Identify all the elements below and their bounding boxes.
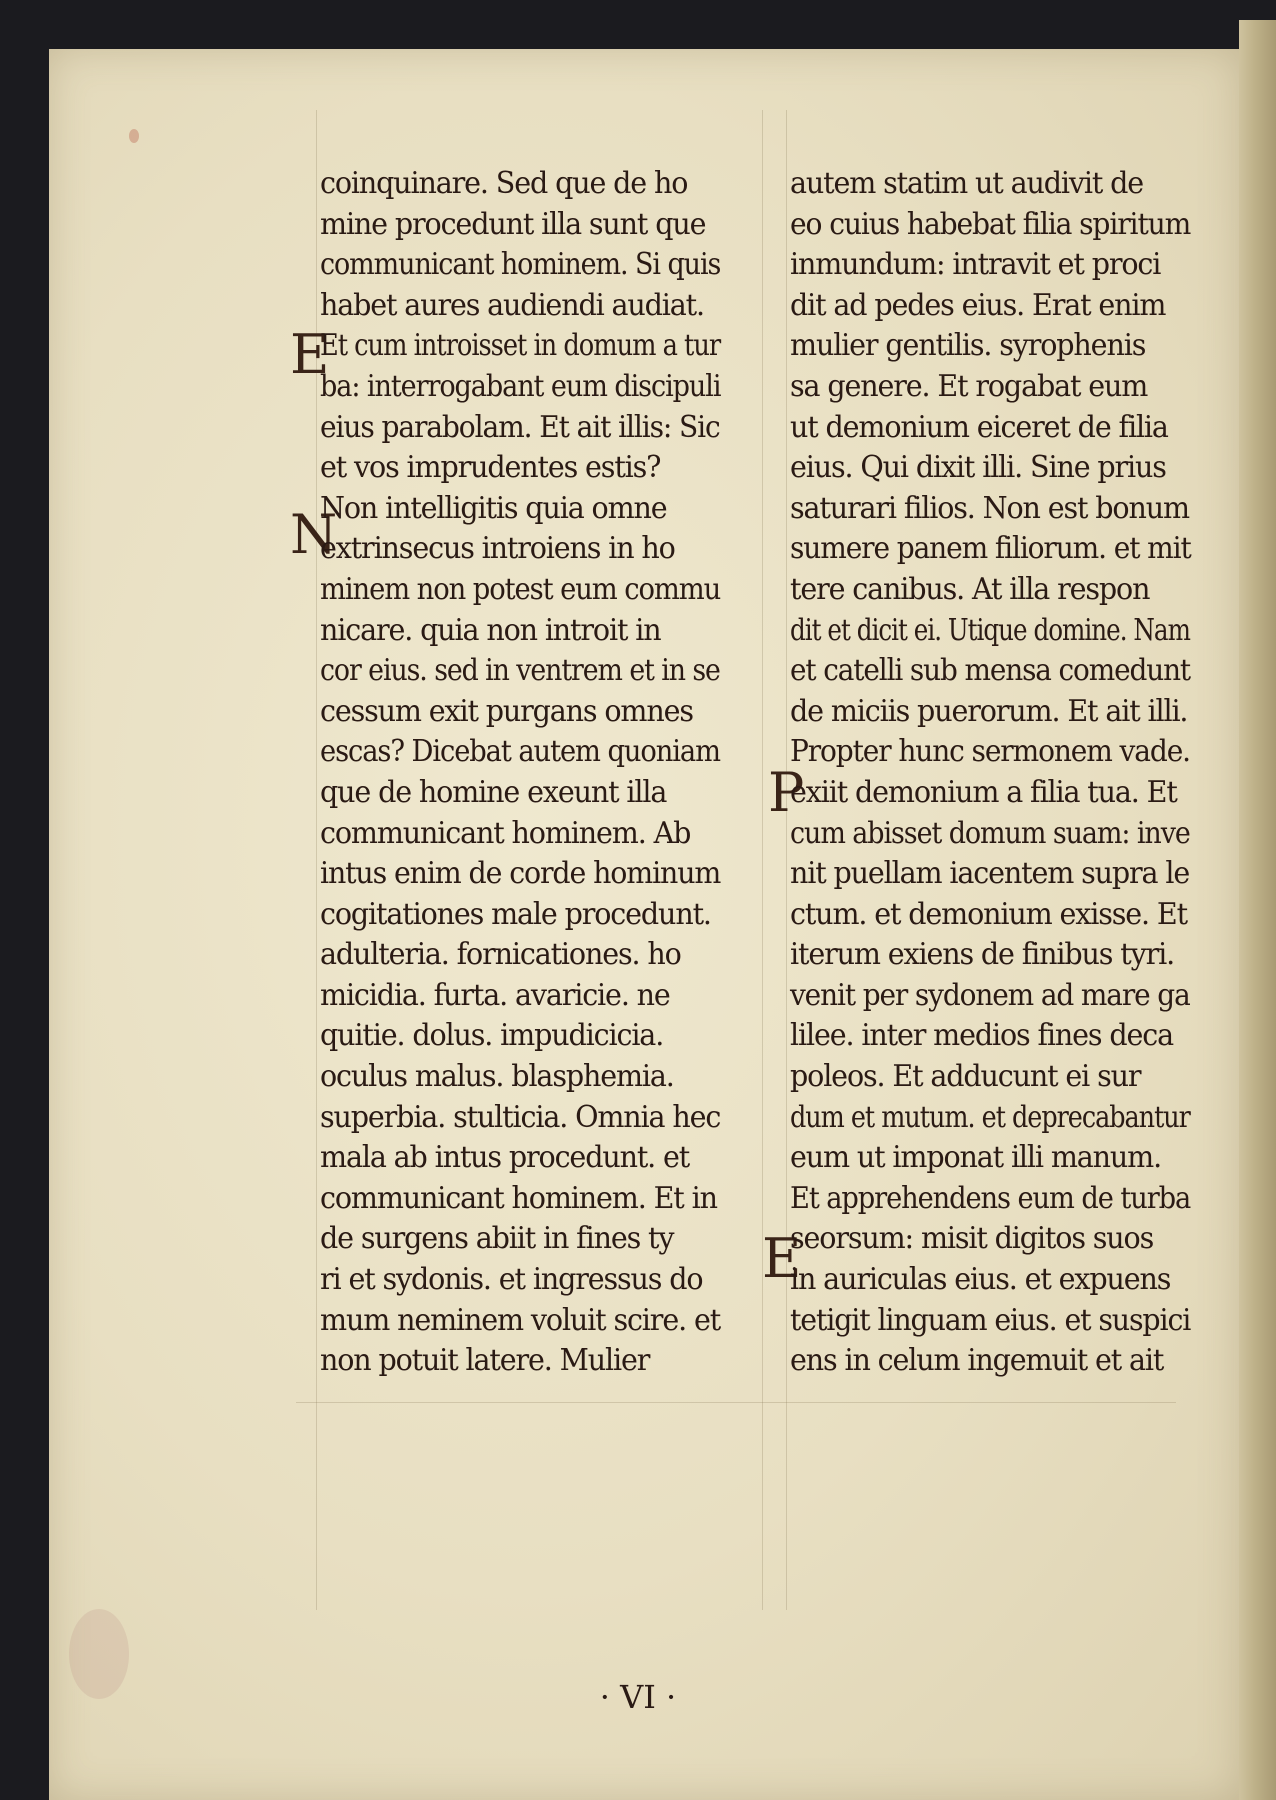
- text-line: mum neminem voluit scire. et: [320, 1302, 721, 1338]
- text-line: ctum. et demonium exisse. Et: [790, 896, 1187, 932]
- initial-letter: E: [762, 1227, 802, 1290]
- text-line: poleos. Et adducunt ei sur: [790, 1059, 1141, 1095]
- text-line: cogitationes male procedunt.: [320, 896, 711, 932]
- text-line: inmundum: intravit et proci: [790, 247, 1161, 283]
- text-line: eo cuius habebat filia spiritum: [790, 206, 1191, 242]
- text-line: communicant hominem. Si quis: [320, 247, 721, 283]
- text-line: sumere panem filiorum. et mit: [790, 531, 1191, 567]
- text-line: seorsum: misit digitos suos: [790, 1221, 1154, 1257]
- text-line: autem statim ut audivit de: [790, 166, 1143, 201]
- text-line: Et cum introisset in domum a tur: [320, 328, 721, 364]
- text-line: cor eius. sed in ventrem et in se: [320, 653, 720, 689]
- text-line: superbia. stulticia. Omnia hec: [320, 1099, 721, 1135]
- text-line: lilee. inter medios fines deca: [790, 1018, 1174, 1054]
- ruling-line: [786, 110, 787, 1610]
- text-line: nit puellam iacentem supra le: [790, 856, 1190, 892]
- text-line: eius. Qui dixit illi. Sine prius: [790, 450, 1166, 486]
- text-line: exiit demonium a filia tua. Et: [790, 774, 1177, 810]
- text-column-left: [320, 164, 740, 1382]
- text-line: dum et mutum. et deprecabantur: [790, 1099, 1190, 1135]
- text-line: tere canibus. At illa respon: [790, 571, 1150, 607]
- text-line: tetigit linguam eius. et suspici: [790, 1302, 1191, 1338]
- ruling-line: [296, 1402, 1176, 1403]
- text-line: ba: interrogabant eum discipuli: [320, 368, 721, 404]
- text-line: mala ab intus procedunt. et: [320, 1140, 690, 1176]
- text-line: intus enim de corde hominum: [320, 856, 721, 892]
- text-line: cum abisset domum suam: inve: [790, 815, 1190, 851]
- text-line: eum ut imponat illi manum.: [790, 1140, 1162, 1176]
- text-line: dit ad pedes eius. Erat enim: [790, 287, 1166, 323]
- text-line: et vos imprudentes estis?: [320, 450, 661, 486]
- text-line: que de homine exeunt illa: [320, 774, 667, 810]
- next-page-bleed-text: [1241, 120, 1273, 1680]
- text-line: escas? Dicebat autem quoniam: [320, 734, 720, 770]
- text-line: in auriculas eius. et expuens: [790, 1262, 1171, 1298]
- text-line: mine procedunt illa sunt que: [320, 206, 706, 242]
- text-line: Non intelligitis quia omne: [320, 490, 667, 526]
- text-line: ri et sydonis. et ingressus do: [320, 1262, 703, 1298]
- initial-letter: E: [290, 323, 330, 386]
- text-line: dit et dicit ei. Utique domine. Nam: [790, 612, 1190, 648]
- text-line: sa genere. Et rogabat eum: [790, 368, 1148, 404]
- text-line: communicant hominem. Ab: [320, 815, 691, 851]
- initial-letter: P: [768, 761, 805, 824]
- text-line: mulier gentilis. syrophenis: [790, 328, 1146, 364]
- text-line: venit per sydonem ad mare ga: [790, 977, 1190, 1013]
- text-line: de miciis puerorum. Et ait illi.: [790, 693, 1188, 729]
- text-line: ens in celum ingemuit et ait: [790, 1343, 1164, 1379]
- text-line: extrinsecus introiens in ho: [320, 531, 675, 567]
- initial-letter: N: [290, 503, 338, 566]
- text-line: eius parabolam. Et ait illis: Sic: [320, 409, 720, 445]
- text-line: Propter hunc sermonem vade.: [790, 734, 1190, 770]
- text-line: nicare. quia non introit in: [320, 612, 661, 648]
- text-line: minem non potest eum commu: [320, 571, 721, 607]
- text-line: non potuit latere. Mulier: [320, 1343, 650, 1379]
- text-line: iterum exiens de finibus tyri.: [790, 937, 1175, 973]
- text-line: Et apprehendens eum de turba: [790, 1180, 1191, 1216]
- text-line: quitie. dolus. impudicicia.: [320, 1018, 664, 1054]
- text-line: oculus malus. blasphemia.: [320, 1059, 674, 1095]
- text-line: saturari filios. Non est bonum: [790, 490, 1189, 526]
- text-line: ut demonium eiceret de filia: [790, 409, 1168, 445]
- text-line: habet aures audiendi audiat.: [320, 287, 704, 323]
- text-line: de surgens abiit in fines ty: [320, 1221, 674, 1257]
- text-column-right: [790, 164, 1210, 1382]
- text-line: micidia. furta. avaricie. ne: [320, 977, 670, 1013]
- text-line: communicant hominem. Et in: [320, 1180, 717, 1216]
- text-line: et catelli sub mensa comedunt: [790, 653, 1191, 689]
- folio-number: · VI ·: [599, 1678, 677, 1716]
- parchment-stain: [129, 129, 139, 143]
- ruling-line: [762, 110, 763, 1610]
- text-line: coinquinare. Sed que de ho: [320, 166, 688, 201]
- text-line: adulteria. fornicationes. ho: [320, 937, 681, 973]
- text-line: cessum exit purgans omnes: [320, 693, 693, 729]
